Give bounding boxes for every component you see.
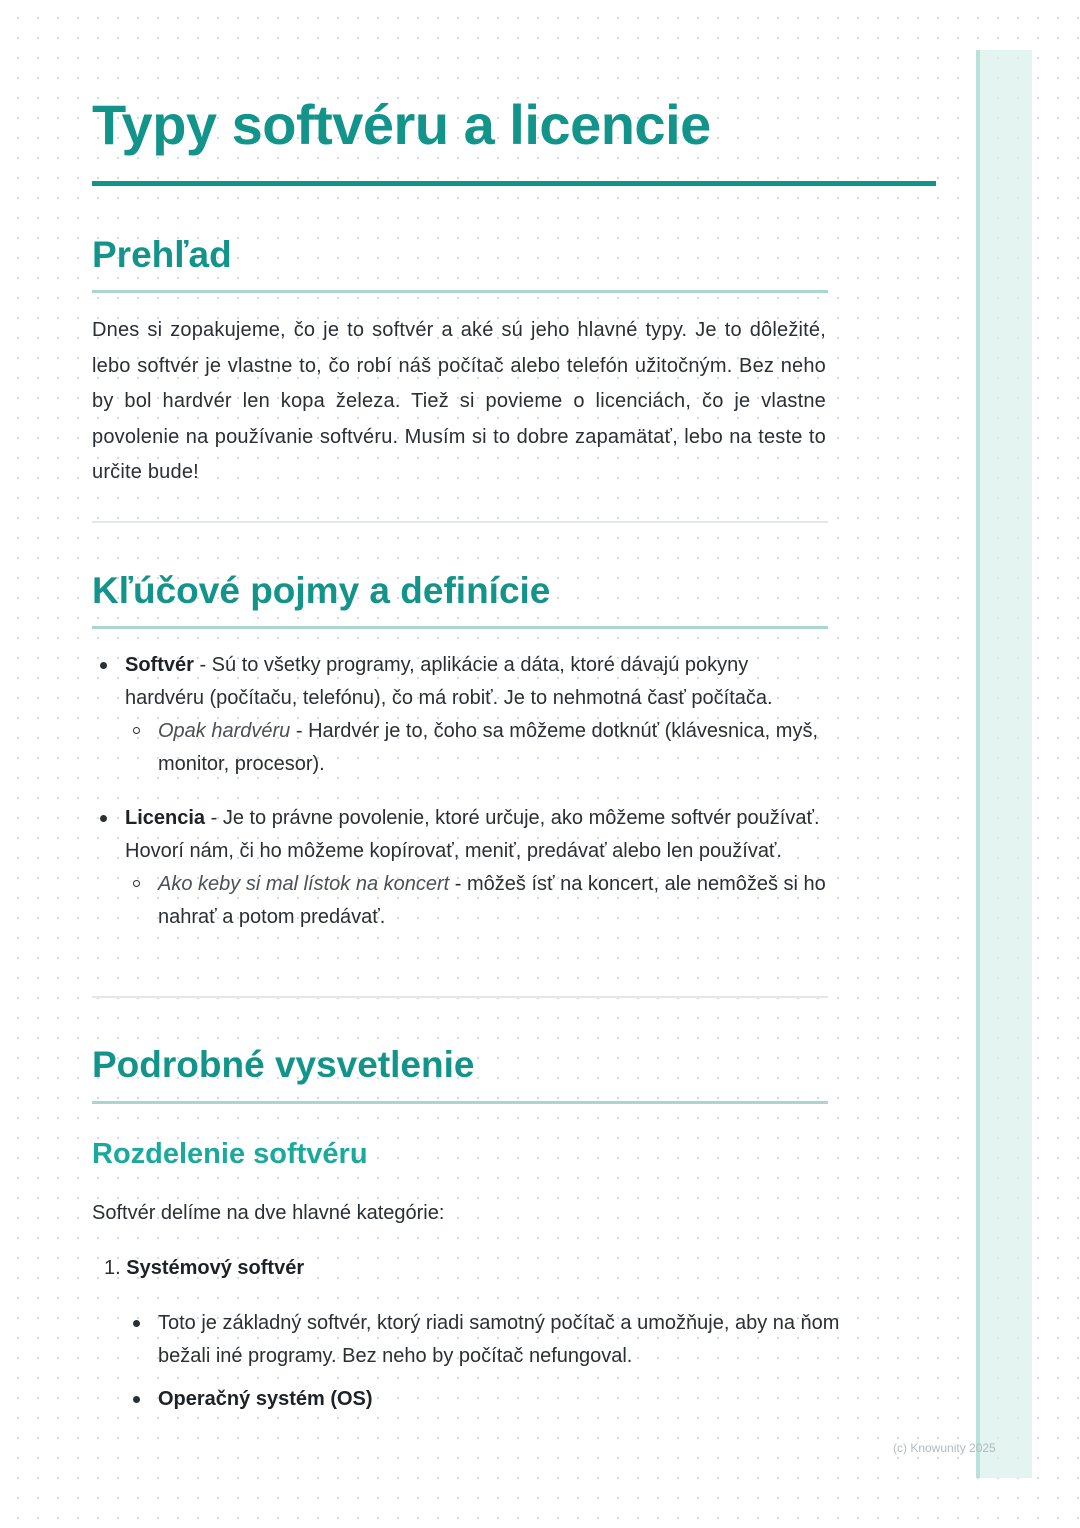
term-sub-list [125, 715, 832, 781]
term-note-label: Ako keby si mal lístok na koncert [158, 873, 450, 895]
term-name: Softvér [125, 654, 194, 676]
numbered-item-system-software [104, 1252, 304, 1285]
section-divider [92, 521, 828, 523]
section-divider [92, 996, 828, 998]
title-underline [92, 181, 936, 186]
subsection-heading: Rozdelenie softvéru [92, 1138, 368, 1170]
term-note-text: - môžeš ísť na koncert, ale nemôžeš si ho nahrať a potom predávať. [158, 873, 826, 928]
term-item-software [92, 649, 832, 781]
term-definition: - Je to právne povolenie, ktoré určuje, ako môžeme softvér používať. Hovorí nám, či ho môžeme kopírovať, meniť, predávať alebo len používať. [125, 807, 820, 862]
overview-heading-rule [92, 290, 828, 293]
overview-heading: Prehľad [92, 234, 232, 275]
item-label: Systémový softvér [126, 1257, 305, 1279]
term-note-label: Opak hardvéru [158, 720, 291, 742]
term-list-license [92, 802, 832, 934]
bullet-icon [133, 1320, 140, 1327]
detail-bullet-list [125, 1307, 845, 1416]
term-note [125, 715, 832, 781]
circle-bullet-icon [133, 727, 140, 734]
bullet-icon [133, 1396, 140, 1403]
detail-heading: Podrobné vysvetlenie [92, 1044, 475, 1085]
circle-bullet-icon [133, 880, 140, 887]
term-name: Licencia [125, 807, 206, 829]
bullet-icon [100, 815, 107, 822]
term-item-license [92, 802, 832, 934]
side-margin-strip [976, 50, 1032, 1478]
intro-paragraph: Softvér delíme na dve hlavné kategórie: [92, 1202, 445, 1224]
detail-bullet-item [125, 1307, 845, 1373]
copyright-footer: (c) Knowunity 2025 [893, 1441, 996, 1455]
term-list-software [92, 649, 832, 781]
term-sub-list [125, 868, 832, 934]
terms-heading: Kľúčové pojmy a definície [92, 570, 551, 611]
terms-heading-rule [92, 626, 828, 629]
term-note-text: - Hardvér je to, čoho sa môžeme dotknúť (klávesnica, myš, monitor, procesor). [158, 720, 819, 775]
overview-paragraph: Dnes si zopakujeme, čo je to softvér a aké sú jeho hlavné typy. Je to dôležité, lebo softvér je vlastne to, čo robí náš počítač alebo telefón užitočným. Bez neho by bol hardvér len kopa železa. Tiež si povieme o licenciách, čo je vlastne povolenie na používanie softvéru. Musím si to dobre zapamätať, lebo na teste to určite bude! [92, 319, 826, 483]
term-definition: - Sú to všetky programy, aplikácie a dáta, ktoré dávajú pokyny hardvéru (počítaču, telefónu), čo má robiť. Je to nehmotná časť počítača. [125, 654, 773, 709]
detail-bullet-text: Operačný systém (OS) [158, 1388, 373, 1410]
detail-bullet-text: Toto je základný softvér, ktorý riadi samotný počítač a umožňuje, aby na ňom bežali iné programy. Bez neho by počítač nefungoval. [158, 1312, 840, 1367]
item-number: 1. [104, 1257, 121, 1279]
term-note [125, 868, 832, 934]
page-title: Typy softvéru a licencie [92, 93, 711, 156]
detail-bullet-item [125, 1383, 845, 1416]
detail-heading-rule [92, 1101, 828, 1104]
bullet-icon [100, 662, 107, 669]
